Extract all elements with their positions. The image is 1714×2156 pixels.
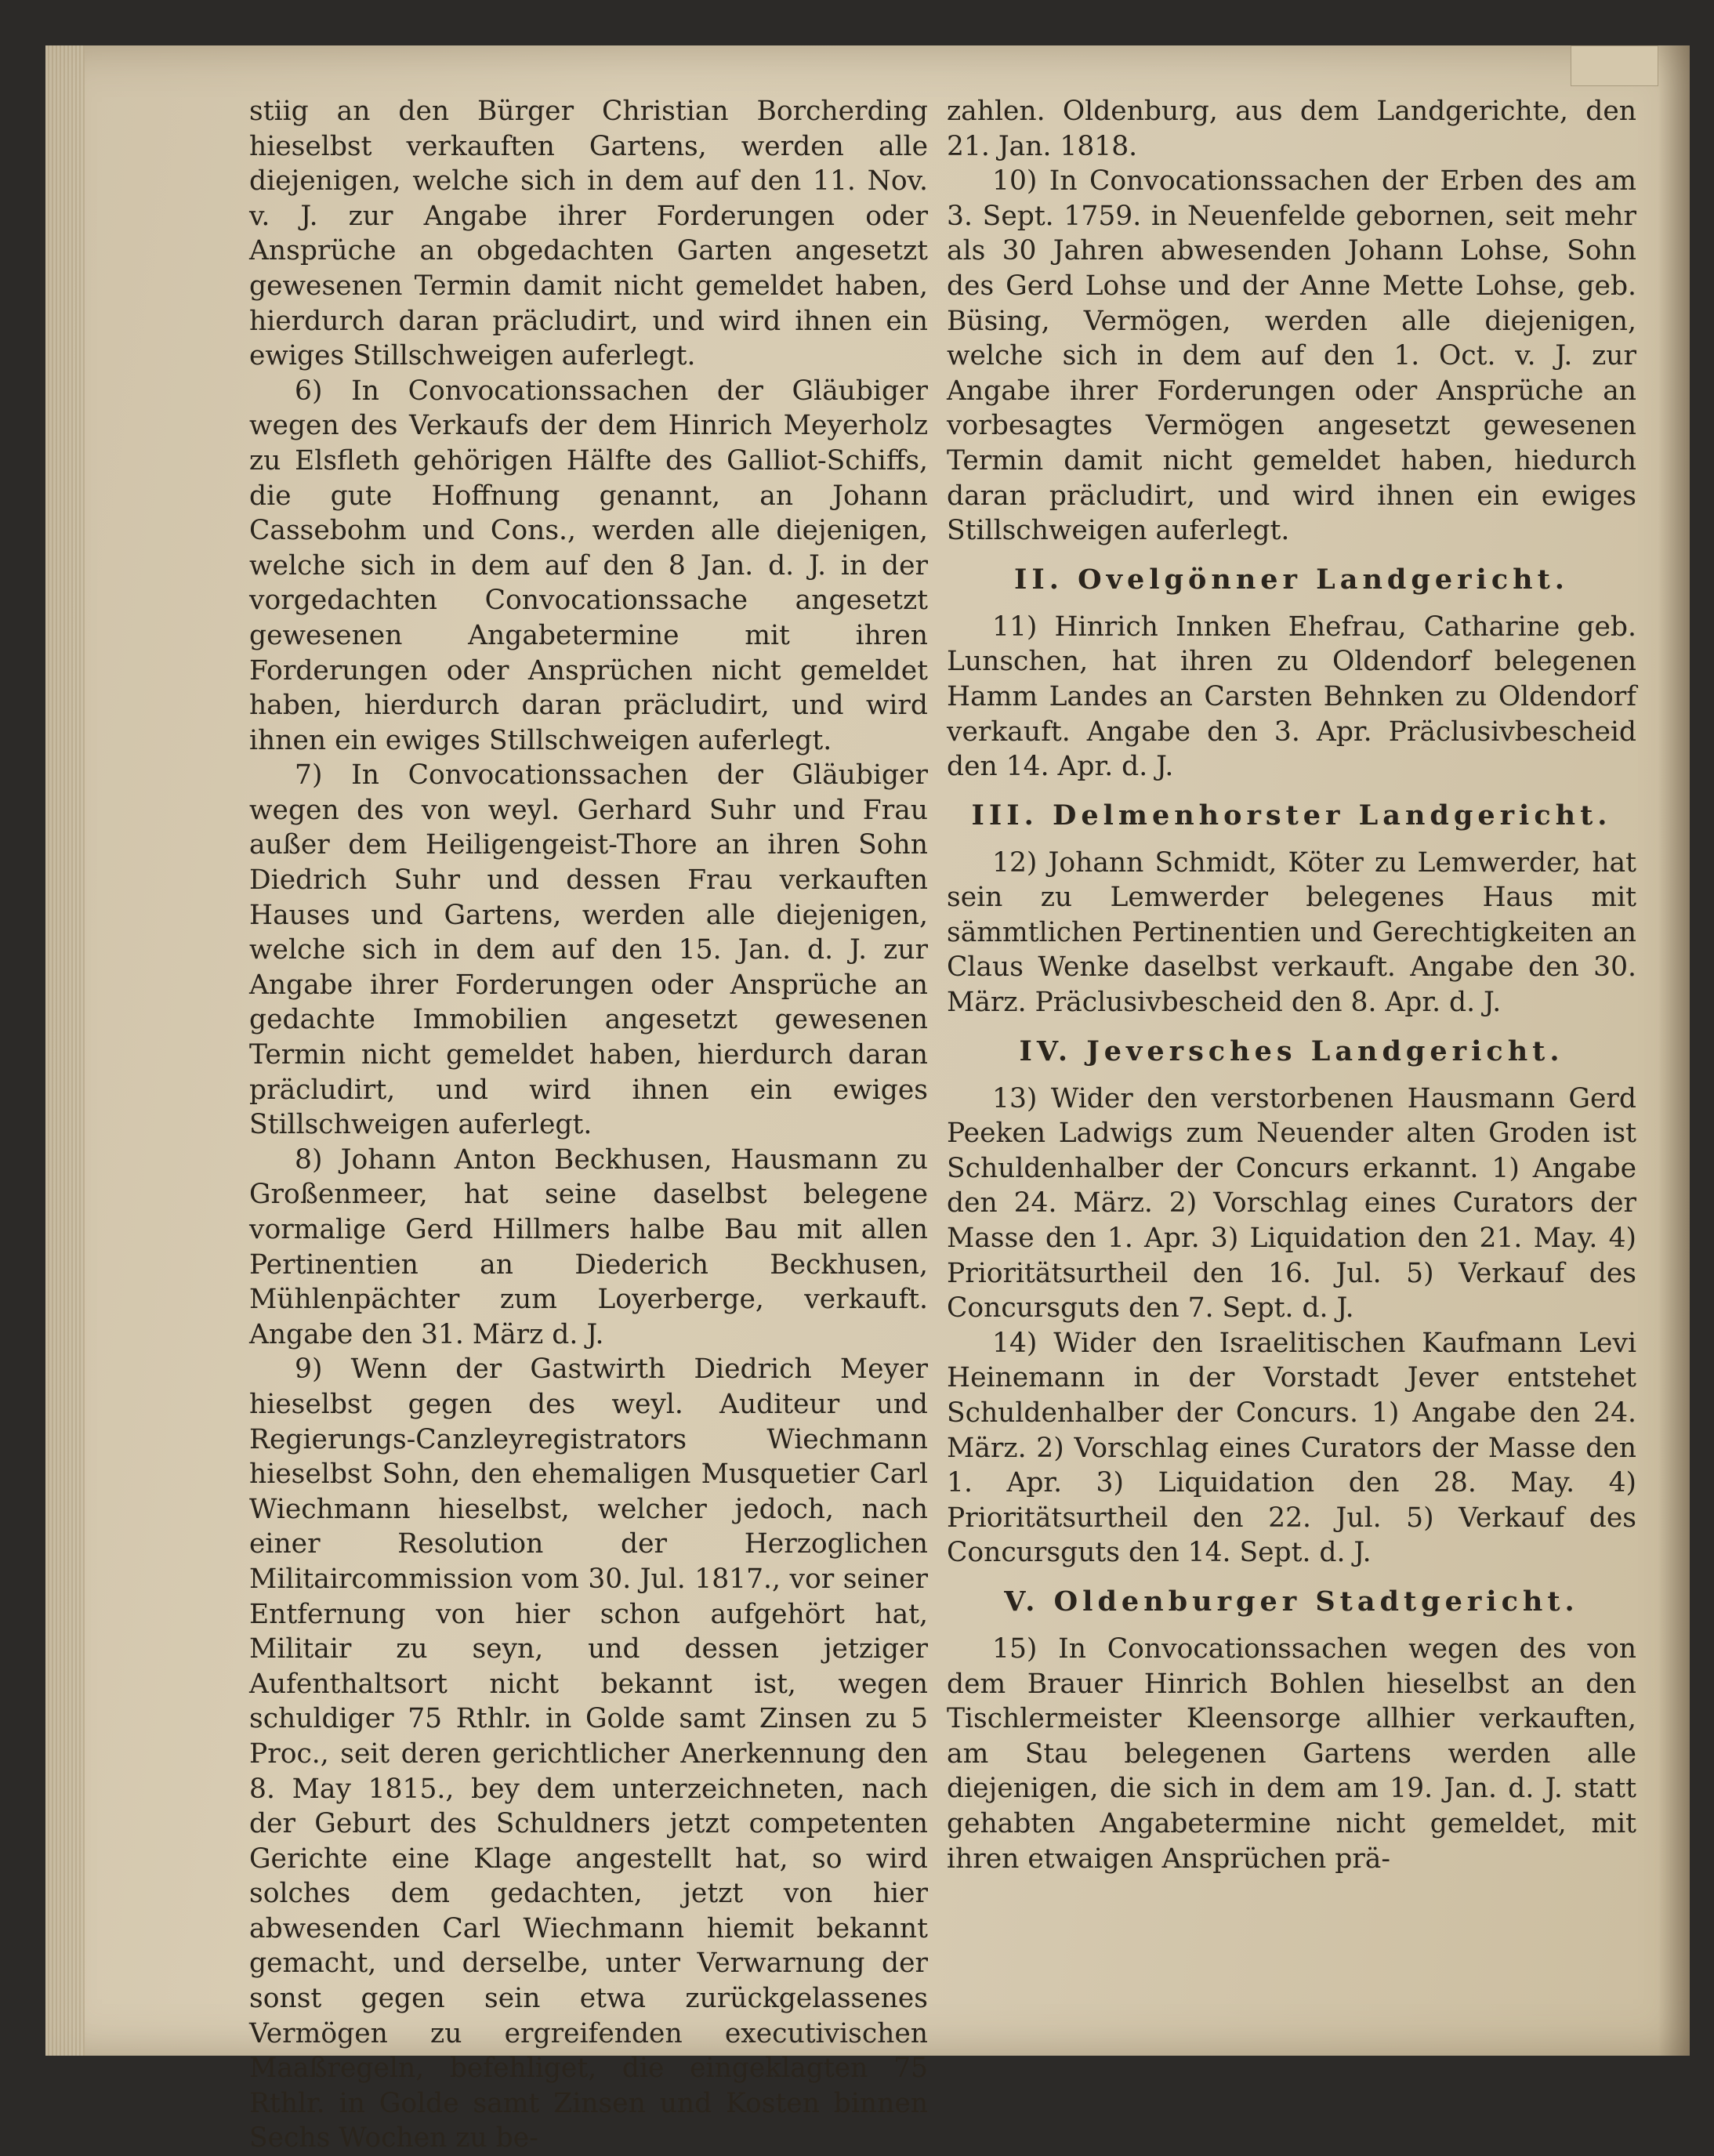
right-column: [947, 94, 1636, 1876]
paragraph: 12) Johann Schmidt, Köter zu Lemwerder, hat sein zu Lemwerder belegenes Haus mit sämmtlichen Pertinentien und Gerechtigkeiten an Claus Wenke daselbst verkauft. Angabe den 30. März. Präclusivbescheid den 8. Apr. d. J.: [947, 846, 1636, 1019]
section-heading: II. Ovelgönner Landgericht.: [1014, 563, 1569, 596]
paragraph: 14) Wider den Israelitischen Kaufmann Levi Heinemann in der Vorstadt Jever entstehet Schuldenhalber der Concurs. 1) Angabe den 24. März. 2) Vorschlag eines Curators der Masse den 1. Apr. 3) Liquidation den 28. May. 4) Prioritätsurtheil den 22. Jul. 5) Verkauf des Concursguts den 14. Sept. d. J.: [947, 1327, 1636, 1569]
paper-tab: [1571, 45, 1658, 86]
paragraph: 10) In Convocationssachen der Erben des am 3. Sept. 1759. in Neuenfelde gebornen, seit mehr als 30 Jahren abwesenden Johann Lohse, Sohn des Gerd Lohse und der Anne Mette Lohse, geb. Büsing, Vermögen, werden alle diejenigen, welche sich in dem auf den 1. Oct. v. J. zur Angabe ihrer Forderungen oder Ansprüche an vorbesagtes Vermögen angesetzt gewesenen Termin damit nicht gemeldet haben, hiedurch daran präcludirt, und wird ihnen ein ewiges Stillschweigen auferlegt.: [947, 165, 1636, 547]
section-heading: IV. Jeversches Landgericht.: [1019, 1035, 1564, 1067]
page-shadow: [1658, 45, 1690, 2056]
paragraph: 9) Wenn der Gastwirth Diedrich Meyer hieselbst gegen des weyl. Auditeur und Regierungs-Canzleyregistrators Wiechmann hieselbst Sohn, den ehemaligen Musquetier Carl Wiechmann hieselbst, welcher jedoch, nach einer Resolution der Herzoglichen Militaircommission vom 30. Jul. 1817., vor seiner Entfernung von hier schon aufgehört hat, Militair zu seyn, und dessen jetziger Aufenthaltsort nicht bekannt ist, wegen schuldiger 75 Rthlr. in Golde samt Zinsen zu 5 Proc., seit deren gerichtlicher Anerkennung den 8. May 1815., bey dem unterzeichneten, nach der Geburt des Schuldners jetzt competenten Gerichte eine Klage angestellt hat, so wird solches dem gedachten, jetzt von hier abwesenden Carl Wiechmann hiemit bekannt gemacht, und derselbe, unter Verwarnung der sonst gegen sein etwa zurückgelassenes Vermögen zu ergreifenden executivischen Maaßregeln, befehliget, die eingeklagten 75 Rthlr. in Golde samt Zinsen und Kosten binnen Sechs Wochen zu be-: [249, 1353, 928, 2154]
left-column: [249, 94, 928, 2156]
section-heading: V. Oldenburger Stadtgericht.: [1004, 1585, 1579, 1618]
paragraph: 7) In Convocationssachen der Gläubiger wegen des von weyl. Gerhard Suhr und Frau außer dem Heiligengeist-Thore an ihren Sohn Diedrich Suhr und dessen Frau verkauften Hauses und Gartens, werden alle diejenigen, welche sich in dem auf den 15. Jan. d. J. zur Angabe ihrer Forderungen oder Ansprüche an gedachte Immobilien angesetzt gewesenen Termin nicht gemeldet haben, hierdurch daran präcludirt, und wird ihnen ein ewiges Stillschweigen auferlegt.: [249, 759, 928, 1141]
paragraph: 6) In Convocationssachen der Gläubiger wegen des Verkaufs der dem Hinrich Meyerholz zu Elsfleth gehörigen Hälfte des Galliot-Schiffs, die gute Hoffnung genannt, an Johann Cassebohm und Cons., werden alle diejenigen, welche sich in dem auf den 8 Jan. d. J. in der vorgedachten Convocationssache angesetzt gewesenen Angabetermine mit ihren Forderungen oder Ansprüchen nicht gemeldet haben, hierdurch daran präcludirt, und wird ihnen ein ewiges Stillschweigen auferlegt.: [249, 375, 928, 756]
paragraph: 15) In Convocationssachen wegen des von dem Brauer Hinrich Bohlen hieselbst an den Tischlermeister Kleensorge allhier verkauften, am Stau belegenen Gartens werden alle diejenigen, die sich in dem am 19. Jan. d. J. statt gehabten Angabetermine nicht gemeldet, mit ihren etwaigen Ansprüchen prä-: [947, 1632, 1636, 1875]
page-stack-edge: [45, 45, 85, 2056]
section-heading: III. Delmenhorster Landgericht.: [971, 799, 1612, 832]
paragraph: 13) Wider den verstorbenen Hausmann Gerd Peeken Ladwigs zum Neuender alten Groden ist Schuldenhalber der Concurs erkannt. 1) Angabe den 24. März. 2) Vorschlag eines Curators der Masse den 1. Apr. 3) Liquidation den 21. May. 4) Prioritätsurtheil den 16. Jul. 5) Verkauf des Concursguts den 7. Sept. d. J.: [947, 1082, 1636, 1324]
paragraph: stiig an den Bürger Christian Borcherding hieselbst verkauften Gartens, werden alle diejenigen, welche sich in dem auf den 11. Nov. v. J. zur Angabe ihrer Forderungen oder Ansprüche an obgedachten Garten angesetzt gewesenen Termin damit nicht gemeldet haben, hierdurch daran präcludirt, und wird ihnen ein ewiges Stillschweigen auferlegt.: [249, 96, 928, 372]
paragraph: 11) Hinrich Innken Ehefrau, Catharine geb. Lunschen, hat ihren zu Oldendorf belegenen Hamm Landes an Carsten Behnken zu Oldendorf verkauft. Angabe den 3. Apr. Präclusivbescheid den 14. Apr. d. J.: [947, 611, 1636, 783]
paragraph: 8) Johann Anton Beckhusen, Hausmann zu Großenmeer, hat seine daselbst belegene vormalige Gerd Hillmers halbe Bau mit allen Pertinentien an Diederich Beckhusen, Mühlenpächter zum Loyerberge, verkauft. Angabe den 31. März d. J.: [249, 1143, 928, 1350]
paragraph: zahlen. Oldenburg, aus dem Landgerichte, den 21. Jan. 1818.: [947, 96, 1636, 162]
